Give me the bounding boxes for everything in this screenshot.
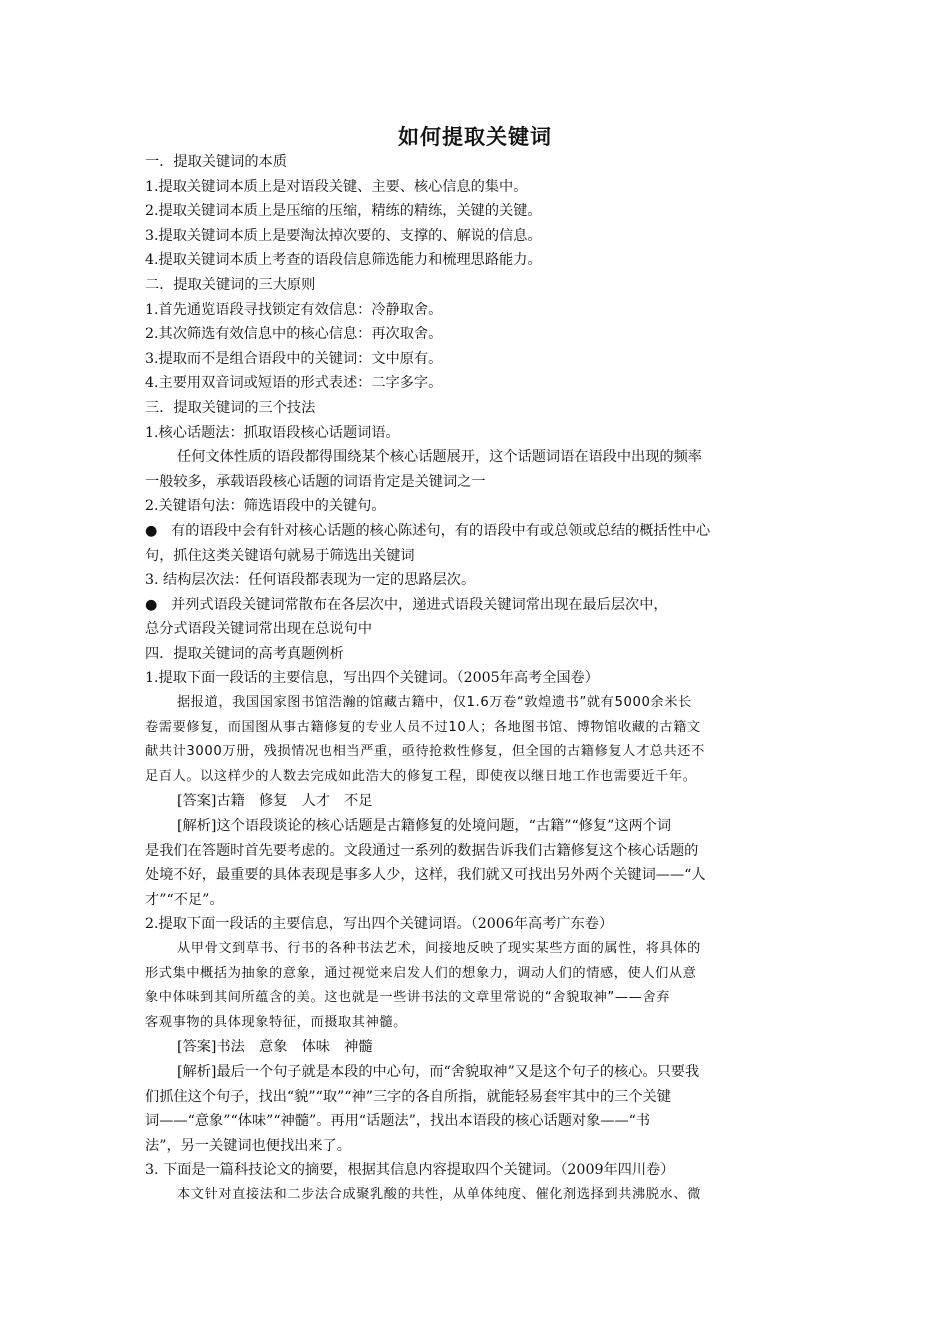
quoted-passage-line: 从甲骨文到草书、行书的各种书法艺术，间接地反映了现实某些方面的属性，将具体的	[177, 941, 701, 956]
analysis-line: 法”，另一关键词也便找出来了。	[145, 1137, 351, 1154]
quoted-passage-line: 本文针对直接法和二步法合成聚乳酸的共性，从单体纯度、催化剂选择到共沸脱水、微	[177, 1186, 701, 1202]
list-item: 4.主要用双音词或短语的形式表述：二字多字。	[145, 375, 443, 392]
analysis-line: 们抓住这个句子，找出“貌”“取”“神”三字的各自所指，就能轻易套牢其中的三个关键	[145, 1088, 671, 1105]
analysis-line: [解析]这个语段谈论的核心话题是古籍修复的处境问题，“古籍”“修复”这两个词	[177, 818, 672, 835]
analysis-line: 是我们在答题时首先要考虑的。文段通过一系列的数据告诉我们古籍修复这个核心话题的	[145, 842, 699, 859]
analysis-line: 处境不好，最重要的具体表现是事多人少，这样，我们就又可找出另外两个关键词——“人	[145, 867, 706, 884]
analysis-line: 词——“意象”“体味”“神髓”。再用“话题法”，找出本语段的核心话题对象——“书	[145, 1113, 651, 1130]
analysis-line: 才”“不足”。	[145, 891, 224, 908]
section-heading: 四．提取关键词的高考真题例析	[145, 645, 344, 662]
list-item: 1.首先通览语段寻找锁定有效信息：冷静取舍。	[145, 301, 443, 318]
answer-line: [答案]古籍 修复 人才 不足	[177, 793, 373, 810]
question-line: 2.提取下面一段话的主要信息，写出四个关键词语。（2006年高考广东卷）	[145, 916, 614, 933]
quoted-passage-line: 卷需要修复，而国图从事古籍修复的专业人员不过10人；各地图书馆、博物馆收藏的古籍文	[145, 719, 701, 735]
section-heading: 一．提取关键词的本质	[145, 154, 287, 170]
list-item: 1.核心话题法：抓取语段核心话题词语。	[145, 424, 400, 441]
quoted-passage-line: 象中体味到其间所蕴含的美。这也就是一些讲书法的文章里常说的“舍貌取神”——舍弃	[145, 990, 670, 1006]
paragraph-line: 总分式语段关键词常出现在总说句中	[145, 621, 373, 638]
list-item: 2.其次筛选有效信息中的核心信息：再次取舍。	[145, 326, 443, 343]
quoted-passage-line: 客观事物的具体现象特征，而摄取其神髓。	[145, 1014, 407, 1030]
answer-line: [答案]书法 意象 体味 神髓	[177, 1039, 373, 1056]
section-heading: 二．提取关键词的三大原则	[145, 276, 316, 293]
list-item: 2.关键语句法：筛选语段中的关键句。	[145, 498, 386, 515]
paragraph-line: 一般较多，承载语段核心话题的词语肯定是关键词之一	[145, 473, 486, 490]
analysis-line: [解析]最后一个句子就是本段的中心句，而“舍貌取神”又是这个句子的核心。只要我	[177, 1063, 700, 1080]
quoted-passage-line: 足百人。以这样少的人数去完成如此浩大的修复工程，即使夜以继日地工作也需要近千年。	[145, 768, 697, 784]
list-item: 3.提取关键词本质上是要淘汰掉次要的、支撑的、解说的信息。	[145, 227, 542, 244]
quoted-passage-line: 献共计3000万册，残损情况也相当严重，亟待抢救性修复，但全国的古籍修复人才总共还不	[145, 744, 705, 760]
list-item: 1.提取关键词本质上是对语段关键、主要、核心信息的集中。	[145, 178, 528, 195]
list-item: 3. 结构层次法：任何语段都表现为一定的思路层次。	[145, 572, 476, 589]
paragraph-line: 任何文体性质的语段都得围绕某个核心话题展开，这个话题词语在语段中出现的频率	[177, 449, 702, 466]
list-item: 2.提取关键词本质上是压缩的压缩，精练的精练，关键的关键。	[145, 203, 542, 220]
question-line: 3. 下面是一篇科技论文的摘要，根据其信息内容提取四个关键词。（2009年四川卷）	[145, 1162, 675, 1179]
question-line: 1.提取下面一段话的主要信息，写出四个关键词。（2005年高考全国卷）	[145, 670, 599, 687]
quoted-passage-line: 据报道，我国国家图书馆浩瀚的馆藏古籍中，仅1.6万卷“敦煌遗书”就有5000余米长	[177, 695, 692, 711]
section-heading: 三．提取关键词的三个技法	[145, 399, 316, 416]
page-title: 如何提取关键词	[398, 124, 552, 149]
bullet-text: 并列式语段关键词常散布在各层次中，递进式语段关键词常出现在最后层次中，	[171, 596, 668, 613]
bullet-line	[145, 593, 810, 618]
paragraph-line: 句，抓住这类关键语句就易于筛选出关键词	[145, 547, 415, 564]
quoted-passage-line: 形式集中概括为抽象的意象，通过视觉来启发人们的想象力，调动人们的情感，使人们从意	[145, 965, 697, 981]
document-body	[145, 150, 810, 1208]
bullet-line	[145, 519, 810, 544]
list-item: 4.提取关键词本质上考查的语段信息筛选能力和梳理思路能力。	[145, 252, 542, 269]
bullet-text: 有的语段中会有针对核心话题的核心陈述句，有的语段中有或总领或总结的概括性中心	[171, 522, 711, 539]
list-item: 3.提取而不是组合语段中的关键词：文中原有。	[145, 350, 443, 367]
bullet-icon: ●	[145, 596, 158, 613]
bullet-icon: ●	[145, 522, 158, 539]
